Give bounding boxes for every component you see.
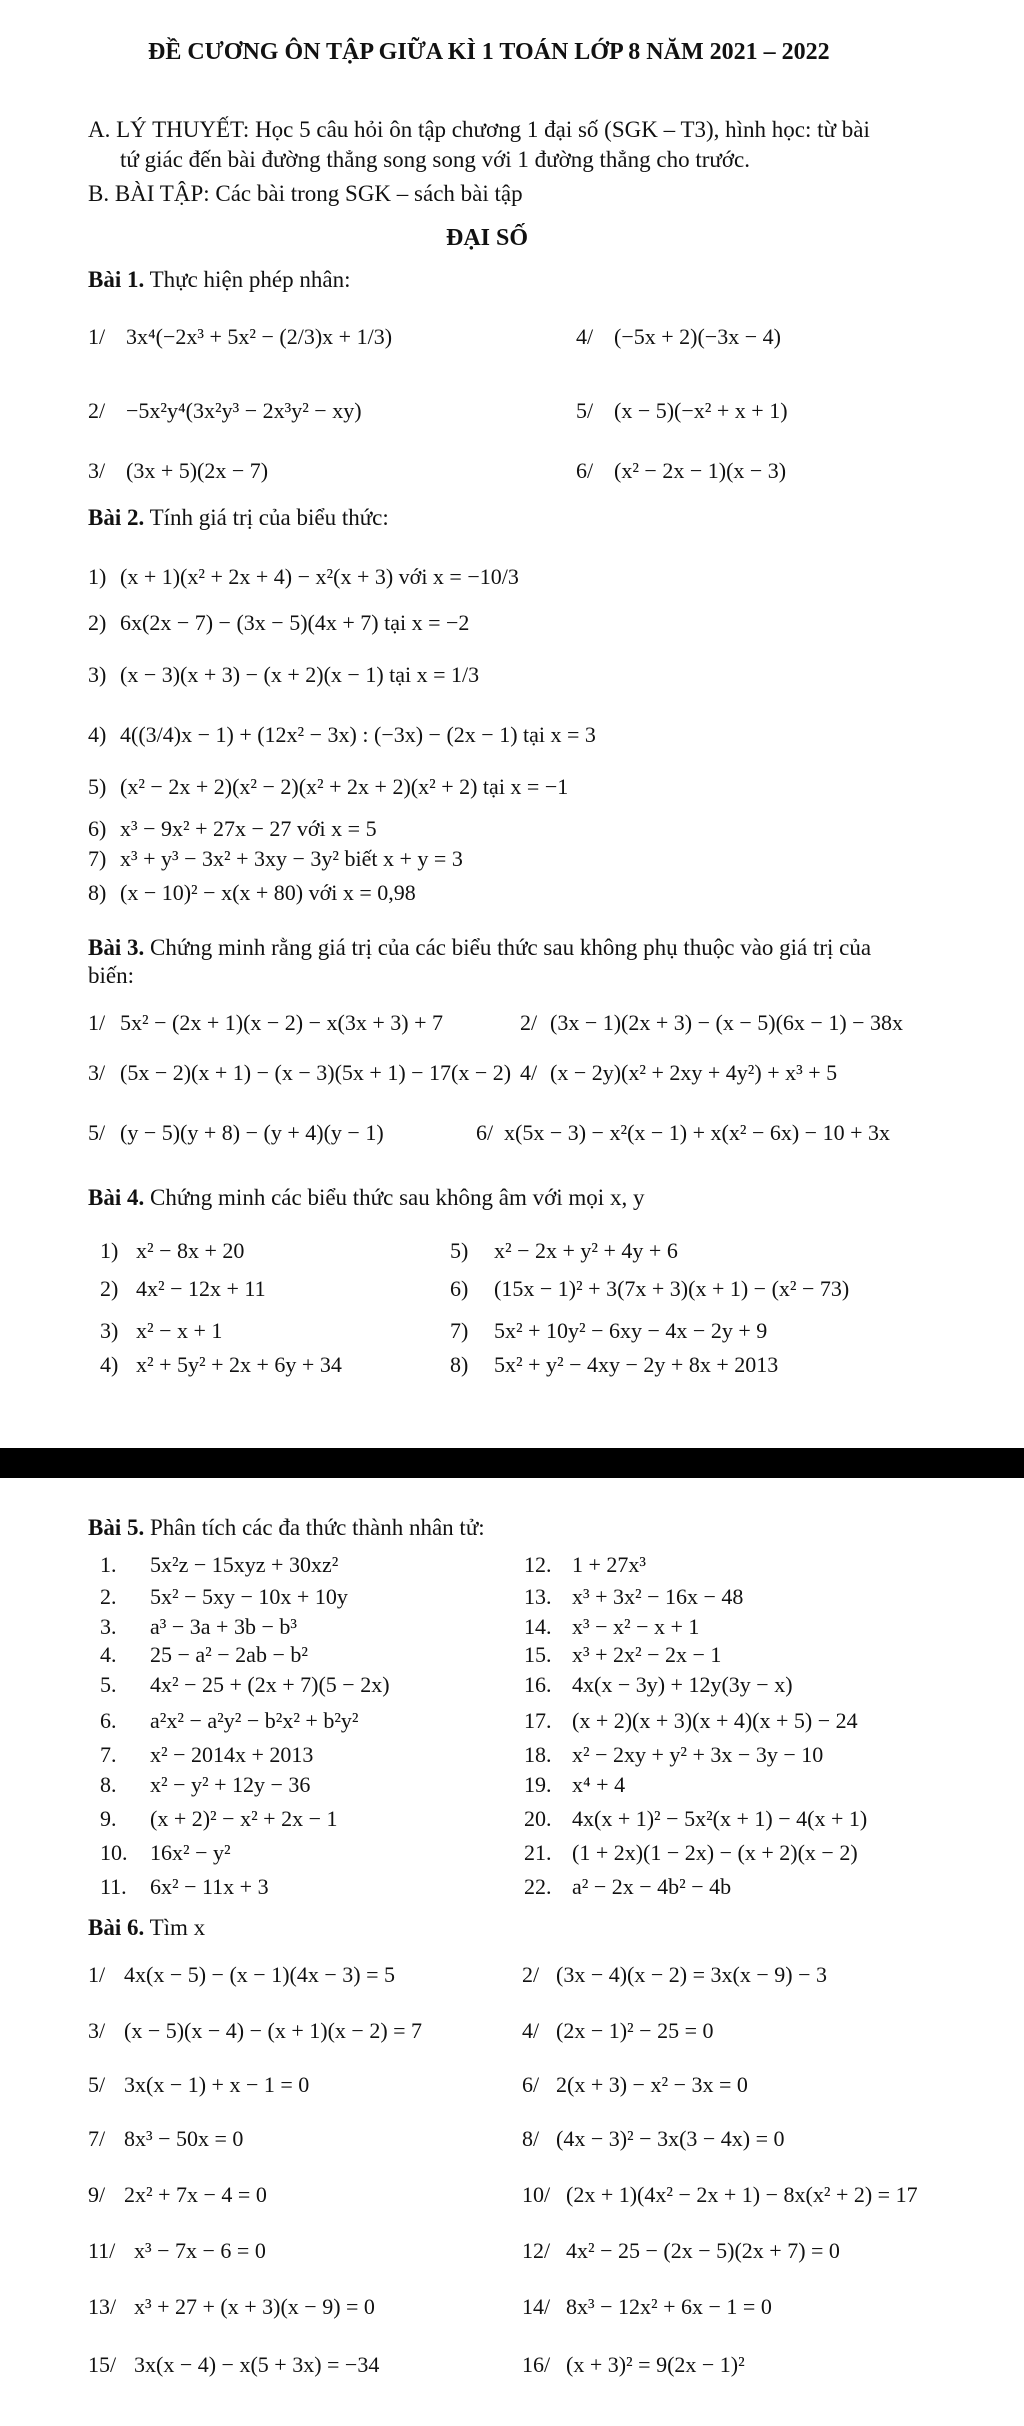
ex5-item-number: 4. <box>100 1642 117 1667</box>
exercise-1-heading: Bài 1. Thực hiện phép nhân: <box>88 267 351 292</box>
ex1-item-number: 3/ <box>88 458 106 483</box>
ex1-item-expression: (3x + 5)(2x − 7) <box>126 458 269 483</box>
ex6-item-number: 16/ <box>522 2352 551 2377</box>
ex4-item-expression: x² − 2x + y² + 4y + 6 <box>494 1238 678 1263</box>
exercise-5-heading: Bài 5. Phân tích các đa thức thành nhân tử: <box>88 1515 485 1540</box>
ex6-item-number: 12/ <box>522 2238 551 2263</box>
ex4-item-number: 8) <box>450 1352 469 1377</box>
ex6-item-number: 13/ <box>88 2294 117 2319</box>
ex5-item-expression: 4x(x − 3y) + 12y(3y − x) <box>572 1672 793 1697</box>
ex2-item-number: 3) <box>88 662 107 687</box>
ex2-item-number: 8) <box>88 880 107 905</box>
exercise-4-heading: Bài 4. Chứng minh các biểu thức sau không âm với mọi x, y <box>88 1185 645 1210</box>
ex6-item-number: 3/ <box>88 2018 106 2043</box>
ex5-item-expression: a³ − 3a + 3b − b³ <box>150 1614 297 1639</box>
ex5-item-expression: x³ + 3x² − 16x − 48 <box>572 1584 744 1609</box>
ex3-item-number: 6/ <box>476 1120 494 1145</box>
ex3-item-number: 5/ <box>88 1120 106 1145</box>
ex5-item-number: 9. <box>100 1806 117 1831</box>
ex6-item-expression: 8x³ − 50x = 0 <box>124 2126 244 2151</box>
ex5-item-expression: a²x² − a²y² − b²x² + b²y² <box>150 1708 359 1733</box>
ex1-item-number: 6/ <box>576 458 594 483</box>
ex6-item-expression: (2x − 1)² − 25 = 0 <box>556 2018 714 2043</box>
ex2-item-number: 6) <box>88 816 107 841</box>
ex6-item-expression: 8x³ − 12x² + 6x − 1 = 0 <box>566 2294 772 2319</box>
ex5-item-expression: 6x² − 11x + 3 <box>150 1874 269 1899</box>
ex6-item-number: 9/ <box>88 2182 106 2207</box>
ex5-item-expression: x² − y² + 12y − 36 <box>150 1772 311 1797</box>
ex2-item-expression: 4((3/4)x − 1) + (12x² − 3x) : (−3x) − (2x − 1) tại x = 3 <box>120 722 596 747</box>
ex4-item-number: 2) <box>100 1276 119 1301</box>
ex2-item-expression: (x + 1)(x² + 2x + 4) − x²(x + 3) với x = −10/3 <box>120 564 519 589</box>
ex5-item-number: 6. <box>100 1708 117 1733</box>
section-a-line2: tứ giác đến bài đường thẳng song song với 1 đường thẳng cho trước. <box>120 147 750 172</box>
exercise-3-heading-cont: biến: <box>88 963 134 988</box>
ex5-item-number: 15. <box>524 1642 552 1667</box>
ex1-item-expression: −5x²y⁴(3x²y³ − 2x³y² − xy) <box>126 398 362 423</box>
exercise-2-heading: Bài 2. Tính giá trị của biểu thức: <box>88 505 389 530</box>
ex5-item-expression: x² − 2xy + y² + 3x − 3y − 10 <box>572 1742 824 1767</box>
ex2-item-expression: 6x(2x − 7) − (3x − 5)(4x + 7) tại x = −2 <box>120 610 470 635</box>
ex6-item-number: 7/ <box>88 2126 106 2151</box>
ex6-item-number: 1/ <box>88 1962 106 1987</box>
ex6-item-number: 2/ <box>522 1962 540 1987</box>
ex1-item-number: 5/ <box>576 398 594 423</box>
ex5-item-number: 10. <box>100 1840 128 1865</box>
ex5-item-number: 7. <box>100 1742 117 1767</box>
ex5-item-number: 5. <box>100 1672 117 1697</box>
ex3-item-expression: (y − 5)(y + 8) − (y + 4)(y − 1) <box>120 1120 384 1145</box>
ex6-item-number: 4/ <box>522 2018 540 2043</box>
ex5-item-number: 2. <box>100 1584 117 1609</box>
exercise-6-heading: Bài 6. Tìm x <box>88 1915 206 1940</box>
ex4-item-expression: x² − 8x + 20 <box>136 1238 245 1263</box>
ex6-item-expression: 4x² − 25 − (2x − 5)(2x + 7) = 0 <box>566 2238 840 2263</box>
ex2-item-expression: x³ + y³ − 3x² + 3xy − 3y² biết x + y = 3 <box>120 846 463 871</box>
ex5-item-number: 20. <box>524 1806 552 1831</box>
ex5-item-expression: 1 + 27x³ <box>572 1552 647 1577</box>
ex5-item-number: 19. <box>524 1772 552 1797</box>
exercise-3-heading: Bài 3. Chứng minh rằng giá trị của các biểu thức sau không phụ thuộc vào giá trị của <box>88 935 872 960</box>
ex1-item-expression: (x² − 2x − 1)(x − 3) <box>614 458 787 483</box>
ex3-item-expression: (x − 2y)(x² + 2xy + 4y²) + x³ + 5 <box>550 1060 838 1085</box>
ex6-item-expression: (3x − 4)(x − 2) = 3x(x − 9) − 3 <box>556 1962 827 1987</box>
ex6-item-expression: (x − 5)(x − 4) − (x + 1)(x − 2) = 7 <box>124 2018 423 2043</box>
ex5-item-number: 18. <box>524 1742 552 1767</box>
ex5-item-expression: (1 + 2x)(1 − 2x) − (x + 2)(x − 2) <box>572 1840 858 1865</box>
ex2-item-expression: x³ − 9x² + 27x − 27 với x = 5 <box>120 816 377 841</box>
algebra-heading: ĐẠI SỐ <box>446 225 529 251</box>
section-b: B. BÀI TẬP: Các bài trong SGK – sách bài tập <box>88 181 523 206</box>
ex4-item-expression: (15x − 1)² + 3(7x + 3)(x + 1) − (x² − 73) <box>494 1276 850 1301</box>
ex2-item-number: 2) <box>88 610 107 635</box>
ex2-item-expression: (x − 10)² − x(x + 80) với x = 0,98 <box>120 880 416 905</box>
ex4-item-number: 4) <box>100 1352 119 1377</box>
ex2-item-expression: (x² − 2x + 2)(x² − 2)(x² + 2x + 2)(x² + 2) tại x = −1 <box>120 774 569 799</box>
ex6-item-expression: (x + 3)² = 9(2x − 1)² <box>566 2352 745 2377</box>
ex6-item-number: 14/ <box>522 2294 551 2319</box>
ex6-item-number: 10/ <box>522 2182 551 2207</box>
ex2-item-number: 1) <box>88 564 107 589</box>
document-page-2 <box>0 1478 1024 2426</box>
ex3-item-expression: (5x − 2)(x + 1) − (x − 3)(5x + 1) − 17(x − 2) <box>120 1060 512 1085</box>
ex5-item-expression: x⁴ + 4 <box>572 1772 626 1797</box>
section-a-line1: A. LÝ THUYẾT: Học 5 câu hỏi ôn tập chương 1 đại số (SGK – T3), hình học: từ bài <box>88 117 870 142</box>
ex5-item-expression: 4x(x + 1)² − 5x²(x + 1) − 4(x + 1) <box>572 1806 868 1831</box>
ex5-item-expression: 4x² − 25 + (2x + 7)(5 − 2x) <box>150 1672 390 1697</box>
ex1-item-expression: (x − 5)(−x² + x + 1) <box>614 398 788 423</box>
ex1-item-number: 1/ <box>88 324 106 349</box>
ex5-item-expression: (x + 2)(x + 3)(x + 4)(x + 5) − 24 <box>572 1708 858 1733</box>
ex6-item-number: 15/ <box>88 2352 117 2377</box>
ex5-item-number: 11. <box>100 1874 127 1899</box>
ex6-item-expression: 2x² + 7x − 4 = 0 <box>124 2182 267 2207</box>
ex5-item-expression: x² − 2014x + 2013 <box>150 1742 314 1767</box>
ex3-item-expression: (3x − 1)(2x + 3) − (x − 5)(6x − 1) − 38x <box>550 1010 904 1035</box>
ex5-item-expression: a² − 2x − 4b² − 4b <box>572 1874 732 1899</box>
ex5-item-number: 21. <box>524 1840 552 1865</box>
ex2-item-number: 4) <box>88 722 107 747</box>
ex4-item-expression: x² − x + 1 <box>136 1318 223 1343</box>
ex5-item-expression: x³ − x² − x + 1 <box>572 1614 700 1639</box>
ex6-item-number: 6/ <box>522 2072 540 2097</box>
ex6-item-expression: 4x(x − 5) − (x − 1)(4x − 3) = 5 <box>124 1962 395 1987</box>
ex6-item-expression: 3x(x − 1) + x − 1 = 0 <box>124 2072 310 2097</box>
ex4-item-number: 1) <box>100 1238 119 1263</box>
ex3-item-number: 3/ <box>88 1060 106 1085</box>
ex5-item-number: 17. <box>524 1708 552 1733</box>
ex1-item-number: 2/ <box>88 398 106 423</box>
ex6-item-expression: 3x(x − 4) − x(5 + 3x) = −34 <box>134 2352 380 2377</box>
ex5-item-expression: 5x² − 5xy − 10x + 10y <box>150 1584 348 1609</box>
ex4-item-expression: 5x² + 10y² − 6xy − 4x − 2y + 9 <box>494 1318 768 1343</box>
ex2-item-number: 7) <box>88 846 107 871</box>
ex4-item-expression: 5x² + y² − 4xy − 2y + 8x + 2013 <box>494 1352 779 1377</box>
ex5-item-number: 12. <box>524 1552 552 1577</box>
ex6-item-number: 5/ <box>88 2072 106 2097</box>
ex4-item-number: 6) <box>450 1276 469 1301</box>
ex5-item-expression: (x + 2)² − x² + 2x − 1 <box>150 1806 338 1831</box>
ex3-item-expression: x(5x − 3) − x²(x − 1) + x(x² − 6x) − 10 + 3x <box>504 1120 890 1145</box>
ex5-item-number: 1. <box>100 1552 117 1577</box>
ex6-item-number: 11/ <box>88 2238 116 2263</box>
ex4-item-number: 7) <box>450 1318 469 1343</box>
ex5-item-number: 16. <box>524 1672 552 1697</box>
ex4-item-number: 5) <box>450 1238 469 1263</box>
ex2-item-expression: (x − 3)(x + 3) − (x + 2)(x − 1) tại x = 1/3 <box>120 662 480 687</box>
ex5-item-expression: 25 − a² − 2ab − b² <box>150 1642 308 1667</box>
ex1-item-expression: (−5x + 2)(−3x − 4) <box>614 324 781 349</box>
document-title: ĐỀ CƯƠNG ÔN TẬP GIỮA KÌ 1 TOÁN LỚP 8 NĂM 2021 – 2022 <box>148 39 830 65</box>
ex6-item-expression: x³ − 7x − 6 = 0 <box>134 2238 266 2263</box>
ex5-item-expression: 16x² − y² <box>150 1840 231 1865</box>
ex4-item-expression: 4x² − 12x + 11 <box>136 1276 266 1301</box>
ex6-item-expression: x³ + 27 + (x + 3)(x − 9) = 0 <box>134 2294 375 2319</box>
ex1-item-number: 4/ <box>576 324 594 349</box>
ex6-item-expression: (2x + 1)(4x² − 2x + 1) − 8x(x² + 2) = 17 <box>566 2182 918 2207</box>
ex1-item-expression: 3x⁴(−2x³ + 5x² − (2/3)x + 1/3) <box>126 324 393 349</box>
ex6-item-expression: 2(x + 3) − x² − 3x = 0 <box>556 2072 748 2097</box>
ex6-item-expression: (4x − 3)² − 3x(3 − 4x) = 0 <box>556 2126 785 2151</box>
ex3-item-number: 2/ <box>520 1010 538 1035</box>
ex5-item-expression: 5x²z − 15xyz + 30xz² <box>150 1552 339 1577</box>
ex5-item-number: 3. <box>100 1614 117 1639</box>
ex5-item-number: 14. <box>524 1614 552 1639</box>
ex3-item-number: 4/ <box>520 1060 538 1085</box>
ex5-item-number: 13. <box>524 1584 552 1609</box>
ex2-item-number: 5) <box>88 774 107 799</box>
ex6-item-number: 8/ <box>522 2126 540 2151</box>
ex5-item-expression: x³ + 2x² − 2x − 1 <box>572 1642 722 1667</box>
ex5-item-number: 8. <box>100 1772 117 1797</box>
ex5-item-number: 22. <box>524 1874 552 1899</box>
ex3-item-expression: 5x² − (2x + 1)(x − 2) − x(3x + 3) + 7 <box>120 1010 443 1035</box>
ex4-item-expression: x² + 5y² + 2x + 6y + 34 <box>136 1352 342 1377</box>
ex4-item-number: 3) <box>100 1318 119 1343</box>
ex3-item-number: 1/ <box>88 1010 106 1035</box>
